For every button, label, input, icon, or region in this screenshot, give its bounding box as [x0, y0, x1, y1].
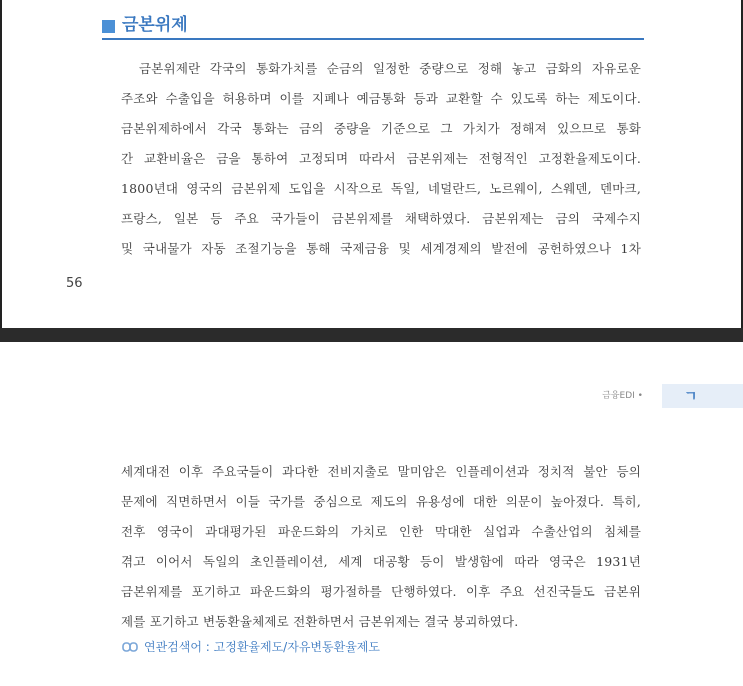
link-icon [122, 641, 138, 656]
section-heading [102, 14, 644, 40]
text-line: 1800년대 영국의 금본위제 도입을 시작으로 독일, 네덜란드, 노르웨이, 스웨덴, 덴마크, [121, 181, 641, 196]
bottom-paragraph [121, 457, 641, 637]
text-line: 간 교환비율은 금을 통하여 고정되며 따라서 금본위제는 전형적인 고정환율제도이다. [121, 151, 641, 166]
text-line: 세계대전 이후 주요국들이 과다한 전비지출로 말미암은 인플레이션과 정치적 불안 등의 [121, 464, 641, 479]
text-line: 금본위제를 포기하고 파운드화의 평가절하를 단행하였다. 이후 주요 선진국들도 금본위 [121, 584, 641, 599]
text-line: 주조와 수출입을 허용하며 이를 지폐나 예금통화 등과 교환할 수 있도록 하는 제도이다. [121, 91, 641, 106]
page-separator [0, 328, 743, 342]
running-head: 금융EDI • [602, 391, 643, 401]
top-paragraph [121, 54, 641, 264]
index-tab [662, 384, 743, 408]
text-line: 프랑스, 일본 등 주요 국가들이 금본위제를 채택하였다. 금본위제는 금의 국제수지 [121, 211, 641, 226]
text-line: 금본위제하에서 각국 통화는 금의 중량을 기준으로 그 가치가 정해져 있으므로 통화 [121, 121, 641, 136]
text-line: 문제에 직면하면서 이들 국가를 중심으로 제도의 유용성에 대한 의문이 높아졌다. 특히, [121, 494, 641, 509]
text-line: 금본위제란 각국의 통화가치를 순금의 일정한 중량으로 정해 놓고 금화의 자유로운 [139, 61, 641, 76]
page-number: 56 [66, 276, 83, 291]
text-line: 및 국내물가 자동 조절기능을 통해 국제금융 및 세계경제의 발전에 공헌하였으나 1차 [121, 241, 641, 256]
index-letter: ㄱ [684, 389, 698, 405]
text-line: 겪고 이어서 독일의 초인플레이션, 세계 대공황 등이 발생함에 따라 영국은 1931년 [121, 554, 641, 569]
related-search[interactable] [122, 638, 380, 656]
heading-title: 금본위제 [122, 15, 188, 35]
text-line: 제를 포기하고 변동환율체제로 전환하면서 금본위제는 결국 붕괴하였다. [121, 614, 519, 629]
text-line: 전후 영국이 과대평가된 파운드화의 가치로 인한 막대한 실업과 수출산업의 침체를 [121, 524, 641, 539]
related-search-label[interactable]: 연관검색어 : 고정환율제도/자유변동환율제도 [144, 640, 380, 654]
heading-square-icon [102, 20, 115, 33]
